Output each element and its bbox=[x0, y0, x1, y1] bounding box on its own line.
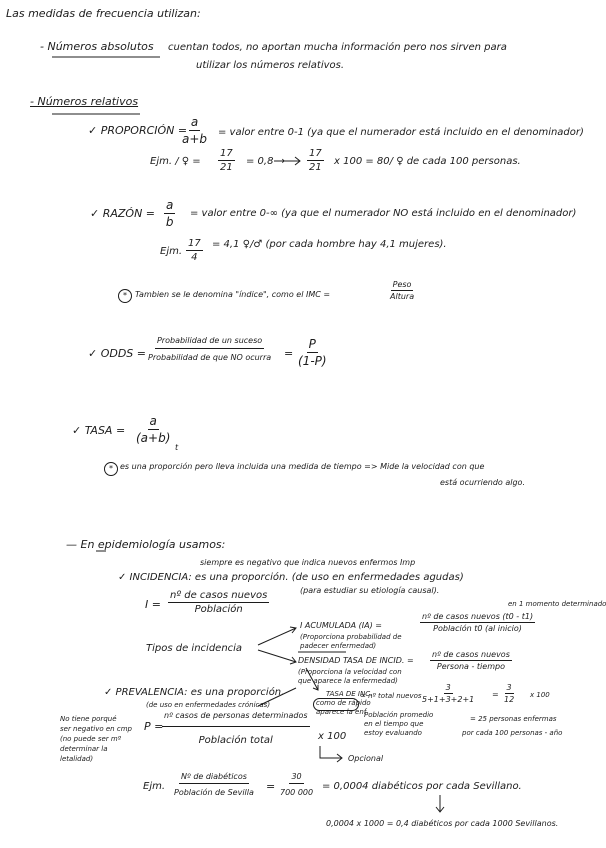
p-x100: x 100 bbox=[318, 731, 347, 742]
ejm-denominator: Población de Sevilla bbox=[174, 788, 254, 797]
tasa-label: ✓ TASA = bbox=[72, 424, 126, 437]
tasa-inc-sub2: aparece la enf bbox=[316, 708, 367, 716]
proporcion-denominator: a+b bbox=[182, 132, 208, 146]
i-numerator: nº de casos nuevos bbox=[170, 590, 268, 601]
ejm-label: Ejm. bbox=[143, 781, 166, 792]
p-denominator: Población total bbox=[198, 735, 273, 746]
arrow-down-icon bbox=[306, 668, 318, 690]
razon-ej-result: = 4,1 ♀/♂ (por cada hombre hay 4,1 mujeres). bbox=[212, 239, 447, 250]
densidad-note2: que aparece la enfermedad) bbox=[298, 677, 398, 685]
asterisk-bullet-icon: * bbox=[118, 289, 132, 303]
asterisk-bullet-icon: * bbox=[104, 462, 118, 476]
proporcion-ej-result: = 0,8 → bbox=[246, 156, 286, 167]
side-note-4: determinar la bbox=[60, 745, 108, 753]
tasa-inc-result: = nº total nuevos bbox=[360, 692, 422, 700]
ejm2-numerator: 30 bbox=[289, 772, 303, 784]
razon-numerator: a bbox=[166, 198, 174, 212]
calc-result: = 25 personas enfermas bbox=[470, 715, 557, 723]
side-note-2: ser negativo en cmp bbox=[60, 725, 132, 733]
odds-equals: = bbox=[284, 347, 294, 360]
poblacion-promedio: Población promedio bbox=[364, 711, 434, 719]
prevalencia-label: ✓ PREVALENCIA: es una proporción. bbox=[104, 687, 285, 698]
ejm-numerator: Nº de diabéticos bbox=[179, 772, 249, 784]
proporcion-ej2-result: x 100 = 80/ ♀ de cada 100 personas. bbox=[334, 156, 521, 167]
p-label: P = bbox=[144, 720, 164, 733]
tasa-numerator: a bbox=[149, 414, 157, 428]
proporcion-label: ✓ PROPORCIÓN = bbox=[88, 124, 188, 137]
acumulada-note2: padecer enfermedad) bbox=[300, 642, 377, 650]
tipos-label: Tipos de incidencia bbox=[146, 643, 243, 654]
dashed-arrow bbox=[258, 688, 296, 706]
razon-ej-numerator: 17 bbox=[188, 238, 201, 249]
epidemiologia-label: — En epidemiología usamos: bbox=[66, 538, 226, 551]
tasa-note2: está ocurriendo algo. bbox=[440, 478, 525, 487]
side-note-5: letalidad) bbox=[60, 755, 94, 763]
absolutos-label: - Números absolutos bbox=[40, 40, 154, 53]
proporcion-ej2-denominator: 21 bbox=[309, 162, 322, 173]
incidencia-label: ✓ INCIDENCIA: es una proporción. (de uso en enfermedades agudas) bbox=[118, 572, 464, 583]
siempre-note: siempre es negativo que indica nuevos enfermos Imp bbox=[200, 558, 416, 567]
i-label: I = bbox=[145, 598, 161, 611]
calc2-numerator: 3 bbox=[506, 683, 512, 692]
tasa-inc-label: TASA DE INC. bbox=[326, 690, 373, 698]
arrow-right-icon bbox=[274, 157, 300, 165]
odds-p-denominator: (1-P) bbox=[298, 354, 327, 368]
proporcion-ej-denominator: 21 bbox=[220, 162, 233, 173]
odds-numerator: Probabilidad de un suceso bbox=[155, 336, 264, 349]
arrow-up-right-icon bbox=[258, 627, 296, 645]
odds-p-numerator: P bbox=[308, 337, 316, 351]
poblacion-promedio-2: en el tiempo que bbox=[364, 720, 424, 728]
opcional-label: Opcional bbox=[348, 754, 384, 763]
razon-ej-label: Ejm. bbox=[160, 246, 183, 257]
tasa-subscript: t bbox=[175, 443, 179, 452]
densidad-denominator: Persona - tiempo bbox=[436, 662, 505, 671]
razon-denominator: b bbox=[165, 215, 174, 229]
imc-numerator: Peso bbox=[392, 280, 412, 289]
odds-denominator: Probabilidad de que NO ocurra bbox=[148, 353, 272, 362]
absolutos-line2: utilizar los números relativos. bbox=[196, 60, 345, 71]
tasa-denominator: (a+b) bbox=[136, 431, 171, 445]
calc-denominator: 5+1+3+2+1 bbox=[422, 695, 475, 704]
arrow-opcional-icon bbox=[320, 746, 342, 762]
razon-label: ✓ RAZÓN = bbox=[90, 207, 156, 220]
i-denominator: Población bbox=[194, 604, 243, 615]
calc-x100: x 100 bbox=[530, 691, 550, 699]
p-numerator: nº casos de personas determinados bbox=[162, 711, 310, 727]
odds-label: ✓ ODDS = bbox=[88, 347, 147, 360]
acumulada-denominator: Población t0 (al inicio) bbox=[433, 624, 522, 633]
absolutos-line1: cuentan todos, no aportan mucha información pero nos sirven para bbox=[168, 42, 507, 53]
arrow-down-icon bbox=[436, 795, 444, 812]
poblacion-promedio-3: estoy evaluando bbox=[364, 729, 422, 737]
proporcion-ej2-numerator: 17 bbox=[309, 148, 322, 159]
page-title: Las medidas de frecuencia utilizan: bbox=[6, 7, 201, 20]
acumulada-note1: (Proporciona probabilidad de bbox=[300, 633, 402, 641]
tasa-inc-sub: como de rápido bbox=[316, 699, 371, 707]
tasa-note: es una proporción pero lleva incluida una medida de tiempo => Mide la velocidad con que bbox=[120, 462, 485, 471]
proporcion-ej-numerator: 17 bbox=[220, 148, 233, 159]
acumulada-numerator: nº de casos nuevos (t0 - t1) bbox=[422, 612, 534, 621]
relativos-label: - Números relativos bbox=[30, 95, 139, 108]
acumulada-label: I ACUMULADA (IA) = bbox=[300, 621, 382, 630]
densidad-label: DENSIDAD TASA DE INCID. = bbox=[298, 656, 414, 665]
proporcion-numerator: a bbox=[190, 115, 199, 129]
razon-ej-denominator: 4 bbox=[191, 252, 198, 263]
densidad-numerator: nº de casos nuevos bbox=[432, 650, 510, 659]
imc-denominator: Altura bbox=[390, 292, 415, 301]
calc-equals: = bbox=[492, 690, 499, 699]
side-note-3: (no puede ser mº bbox=[60, 735, 122, 743]
proporcion-ej-label: Ejm. / ♀ = bbox=[150, 156, 201, 167]
razon-note: Tambien se le denomina "índice", como el IMC = bbox=[135, 290, 331, 299]
ejm-result: = 0,0004 diabéticos por cada Sevillano. bbox=[322, 781, 522, 792]
final-calc: 0,0004 x 1000 = 0,4 diabéticos por cada 1000 Sevillanos. bbox=[326, 819, 559, 828]
acumulada-top-note: en 1 momento determinado bbox=[508, 600, 606, 608]
calc-result2: por cada 100 personas - año bbox=[462, 729, 563, 737]
side-note-1: No tiene porqué bbox=[60, 715, 117, 723]
arrow-down-right-icon bbox=[258, 650, 296, 664]
proporcion-desc: = valor entre 0-1 (ya que el numerador está incluido en el denominador) bbox=[218, 127, 584, 138]
prevalencia-paren: (de uso en enfermedades crónicas) bbox=[146, 701, 271, 709]
calc2-denominator: 12 bbox=[504, 695, 515, 704]
calc-numerator: 3 bbox=[445, 683, 451, 692]
ejm2-denominator: 700 000 bbox=[280, 788, 314, 797]
densidad-note1: (Proporciona la velocidad con bbox=[298, 668, 402, 676]
ejm-equals: = bbox=[266, 780, 276, 793]
razon-desc: = valor entre 0-∞ (ya que el numerador NO está incluido en el denominador) bbox=[190, 208, 577, 219]
incidencia-paren: (para estudiar su etiología causal). bbox=[300, 586, 440, 595]
